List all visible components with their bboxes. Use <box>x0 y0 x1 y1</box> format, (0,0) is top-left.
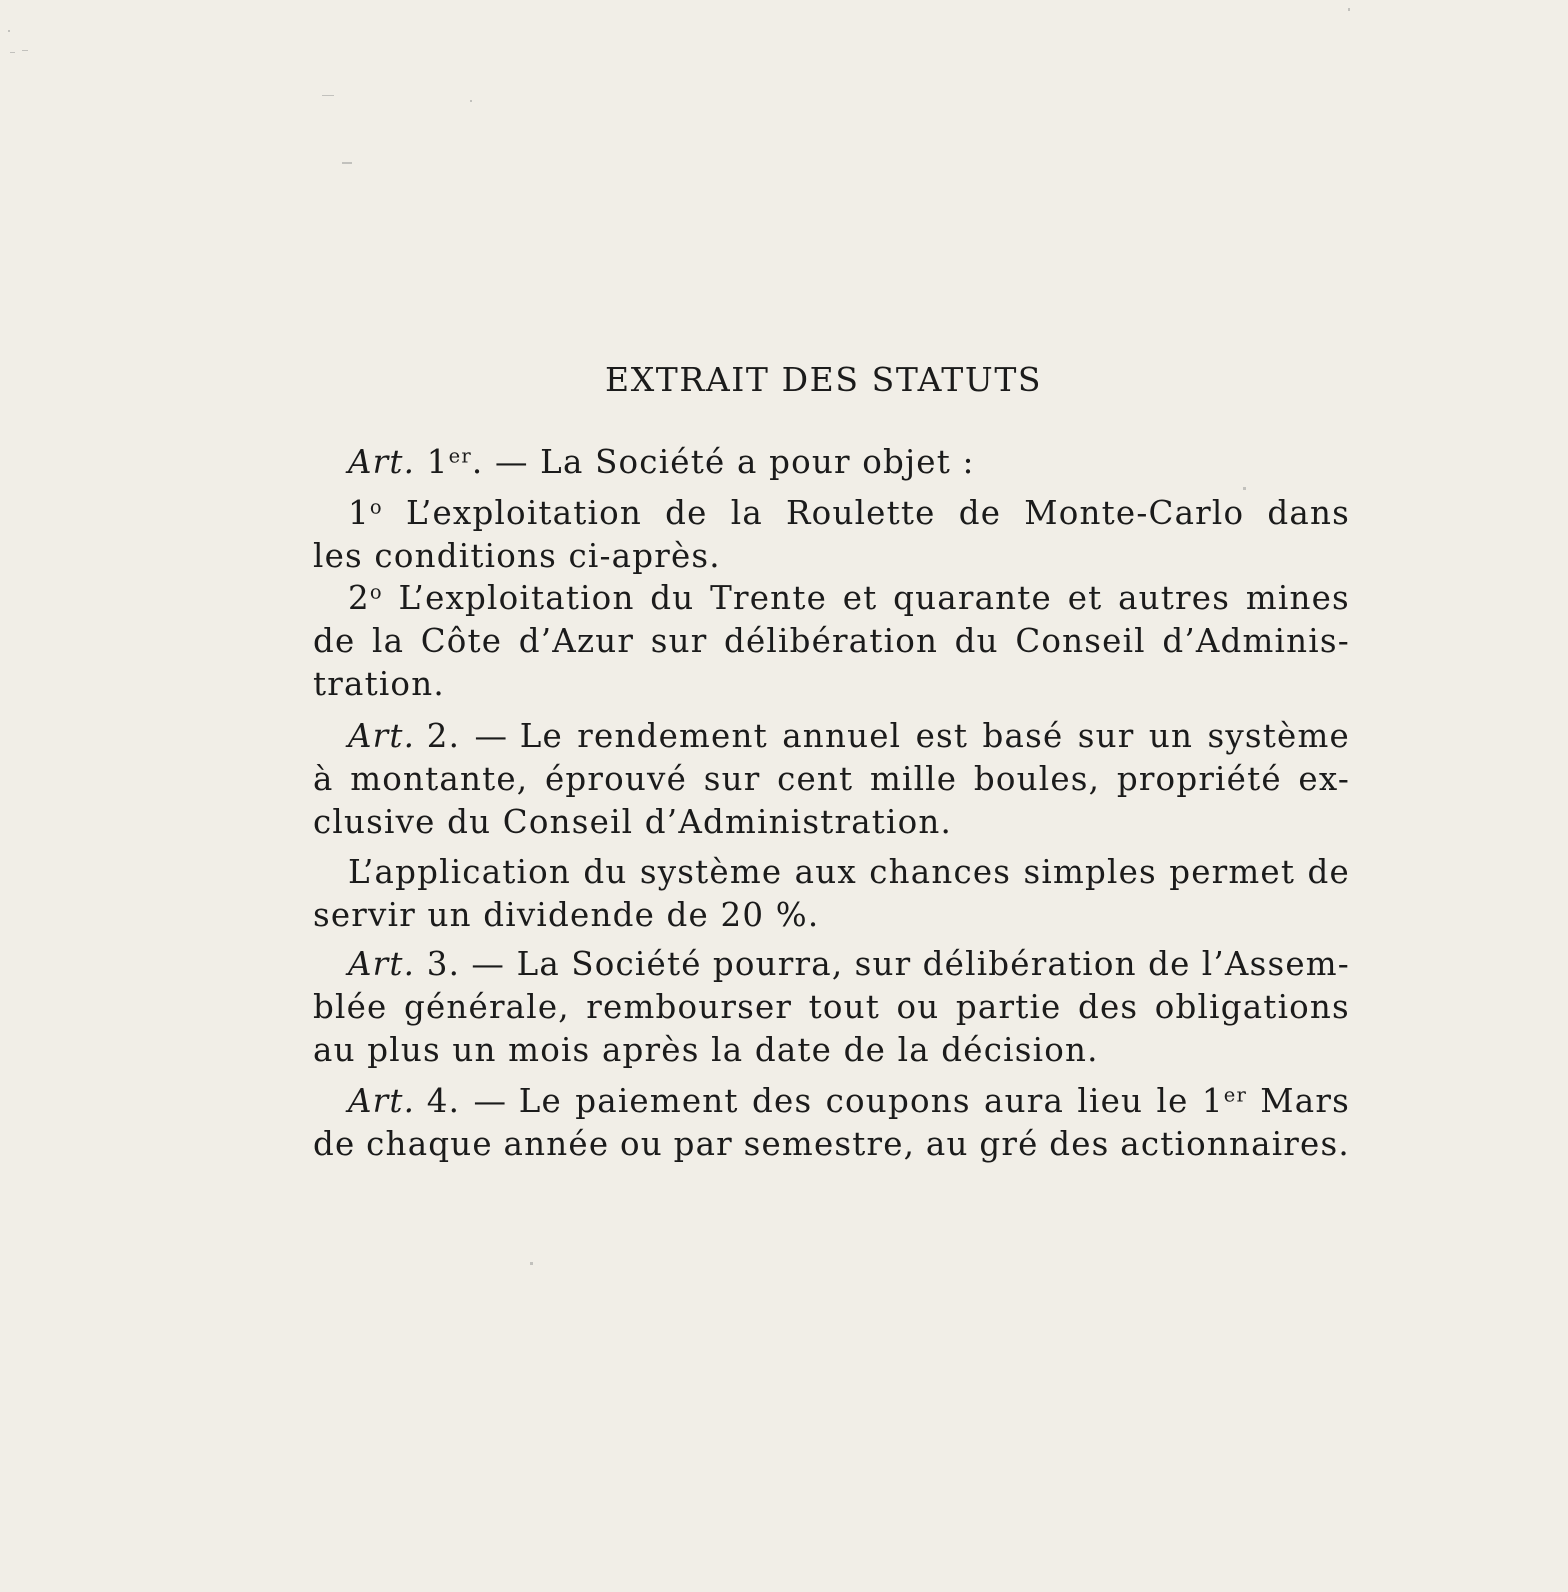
text-word: permet <box>1169 853 1296 891</box>
text-word: des <box>1077 988 1139 1026</box>
text-word: ex- <box>1298 760 1350 798</box>
scan-speck <box>1243 487 1246 490</box>
text-word: du <box>583 853 628 891</box>
text-word: système <box>1207 717 1350 755</box>
text-word: — La <box>471 945 561 983</box>
text-word: Société <box>571 945 702 983</box>
text-word: ou <box>896 988 940 1026</box>
text-word: paiement <box>575 1082 739 1120</box>
text-word: éprouvé <box>544 760 688 798</box>
text-word: partie <box>955 988 1062 1026</box>
text-word: tout <box>808 988 881 1026</box>
text-word: de <box>313 1125 356 1163</box>
scan-speck <box>530 1262 533 1265</box>
text-word: obligations <box>1154 988 1350 1026</box>
text-word: et <box>1067 579 1103 617</box>
scan-speck <box>8 30 10 32</box>
text-word: blée <box>313 988 388 1026</box>
text-word: et <box>842 579 878 617</box>
article-label: Art. <box>348 443 416 481</box>
text-word: actionnaires. <box>1120 1125 1350 1163</box>
scan-speck <box>322 95 334 96</box>
article-label: Art. <box>348 717 416 755</box>
text-word: autres <box>1118 579 1231 617</box>
text-word: à <box>313 760 334 798</box>
text-word: Roulette <box>786 494 936 532</box>
text-word: d’Azur <box>518 622 635 660</box>
article-heading <box>348 945 461 983</box>
article-number: 3. <box>426 945 461 983</box>
art1-item2-line1 <box>348 579 1350 617</box>
article-label: Art. <box>348 945 416 983</box>
text-word: aux <box>794 853 857 891</box>
text-word: de <box>313 622 356 660</box>
article-number: 2. <box>426 717 461 755</box>
text-word: au <box>925 1125 969 1163</box>
text-word: délibération <box>723 622 939 660</box>
article-number: 4. <box>426 1082 461 1120</box>
text-word: sur <box>854 945 912 983</box>
scan-speck <box>342 162 352 164</box>
text-word: cent <box>777 760 854 798</box>
art4-line1 <box>348 1082 1350 1120</box>
scan-speck <box>1348 8 1350 11</box>
text-word: semestre, <box>743 1125 916 1163</box>
text-word: — Le <box>473 1082 562 1120</box>
item-number: 1$^o$ <box>348 494 383 532</box>
text-word: délibération <box>922 945 1137 983</box>
text-word: un <box>1148 717 1194 755</box>
text-word: sur <box>703 760 761 798</box>
text-word: la <box>371 622 405 660</box>
text-word: des <box>1049 1125 1110 1163</box>
art4-line2 <box>313 1125 1350 1163</box>
art2-para2-line1 <box>348 853 1350 891</box>
item-number: 2$^o$ <box>348 579 383 617</box>
text-word: Conseil <box>1015 622 1146 660</box>
text-word: la <box>730 494 763 532</box>
text-word: mines <box>1245 579 1350 617</box>
text-word: boules, <box>973 760 1101 798</box>
article-label: Art. <box>348 1082 416 1120</box>
art1-item1-line2: les conditions ci-après. <box>313 537 721 575</box>
text-word: l’Assem- <box>1201 945 1350 983</box>
art2-line1 <box>348 717 1350 755</box>
art1-item1-line1 <box>348 494 1350 532</box>
text-word: des <box>752 1082 813 1120</box>
text-word: chaque <box>366 1125 493 1163</box>
text-word: de <box>1307 853 1350 891</box>
text-word: propriété <box>1116 760 1282 798</box>
art1-item2-line3: tration. <box>313 665 445 703</box>
text-word: coupons <box>825 1082 971 1120</box>
article-number: 1 <box>426 443 449 481</box>
text-word: dans <box>1267 494 1350 532</box>
text-word: mille <box>869 760 958 798</box>
text-word: rendement <box>577 717 768 755</box>
art1-item2-line2 <box>313 622 1350 660</box>
text-word: générale, <box>403 988 570 1026</box>
scan-speck <box>470 100 472 102</box>
date-day: 1er <box>1201 1082 1247 1120</box>
art3-line3: au plus un mois après la date de la décision. <box>313 1031 1099 1069</box>
text-word: rembourser <box>586 988 793 1026</box>
text-word: L’exploitation <box>398 579 635 617</box>
text-word: aura <box>984 1082 1065 1120</box>
text-word: par <box>673 1125 733 1163</box>
text-word: gré <box>979 1125 1039 1163</box>
art2-para2-line2: servir un dividende de 20 %. <box>313 896 820 934</box>
art3-line1 <box>348 945 1350 983</box>
text-word: du <box>954 622 999 660</box>
text-word: L’application <box>348 853 572 891</box>
text-word: système <box>639 853 783 891</box>
text-word: de <box>958 494 1002 532</box>
art2-line3: clusive du Conseil d’Administration. <box>313 803 953 841</box>
scan-speck <box>10 52 15 53</box>
text-word: le <box>1156 1082 1189 1120</box>
text-word: — Le <box>474 717 563 755</box>
article-heading <box>348 717 461 755</box>
text-word: sur <box>650 622 708 660</box>
art2-line2 <box>313 760 1350 798</box>
article-number-suffix: er <box>448 444 472 468</box>
text-word: ou <box>619 1125 663 1163</box>
date-month: Mars <box>1260 1082 1350 1120</box>
text-word: lieu <box>1077 1082 1144 1120</box>
art3-line2 <box>313 988 1350 1026</box>
text-word: de <box>665 494 708 532</box>
text-word: année <box>503 1125 610 1163</box>
text-word: annuel <box>782 717 902 755</box>
text-word: L’exploitation <box>405 494 643 532</box>
article-text: . — La Société a pour objet : <box>471 443 975 481</box>
text-word: chances <box>869 853 1012 891</box>
document-title: EXTRAIT DES STATUTS <box>605 360 1043 399</box>
text-word: Monte-Carlo <box>1024 494 1245 532</box>
text-word: quarante <box>893 579 1052 617</box>
article-heading <box>348 1082 461 1120</box>
text-word: sur <box>1077 717 1135 755</box>
text-word: d’Adminis- <box>1162 622 1350 660</box>
text-word: basé <box>982 717 1064 755</box>
text-word: Côte <box>420 622 503 660</box>
text-word: simples <box>1023 853 1157 891</box>
text-word: montante, <box>350 760 529 798</box>
text-word: est <box>915 717 969 755</box>
art1-intro-line <box>348 443 975 481</box>
text-word: de <box>1148 945 1191 983</box>
text-word: pourra, <box>712 945 844 983</box>
text-word: du <box>650 579 695 617</box>
scan-speck <box>22 50 28 51</box>
text-word: Trente <box>710 579 828 617</box>
